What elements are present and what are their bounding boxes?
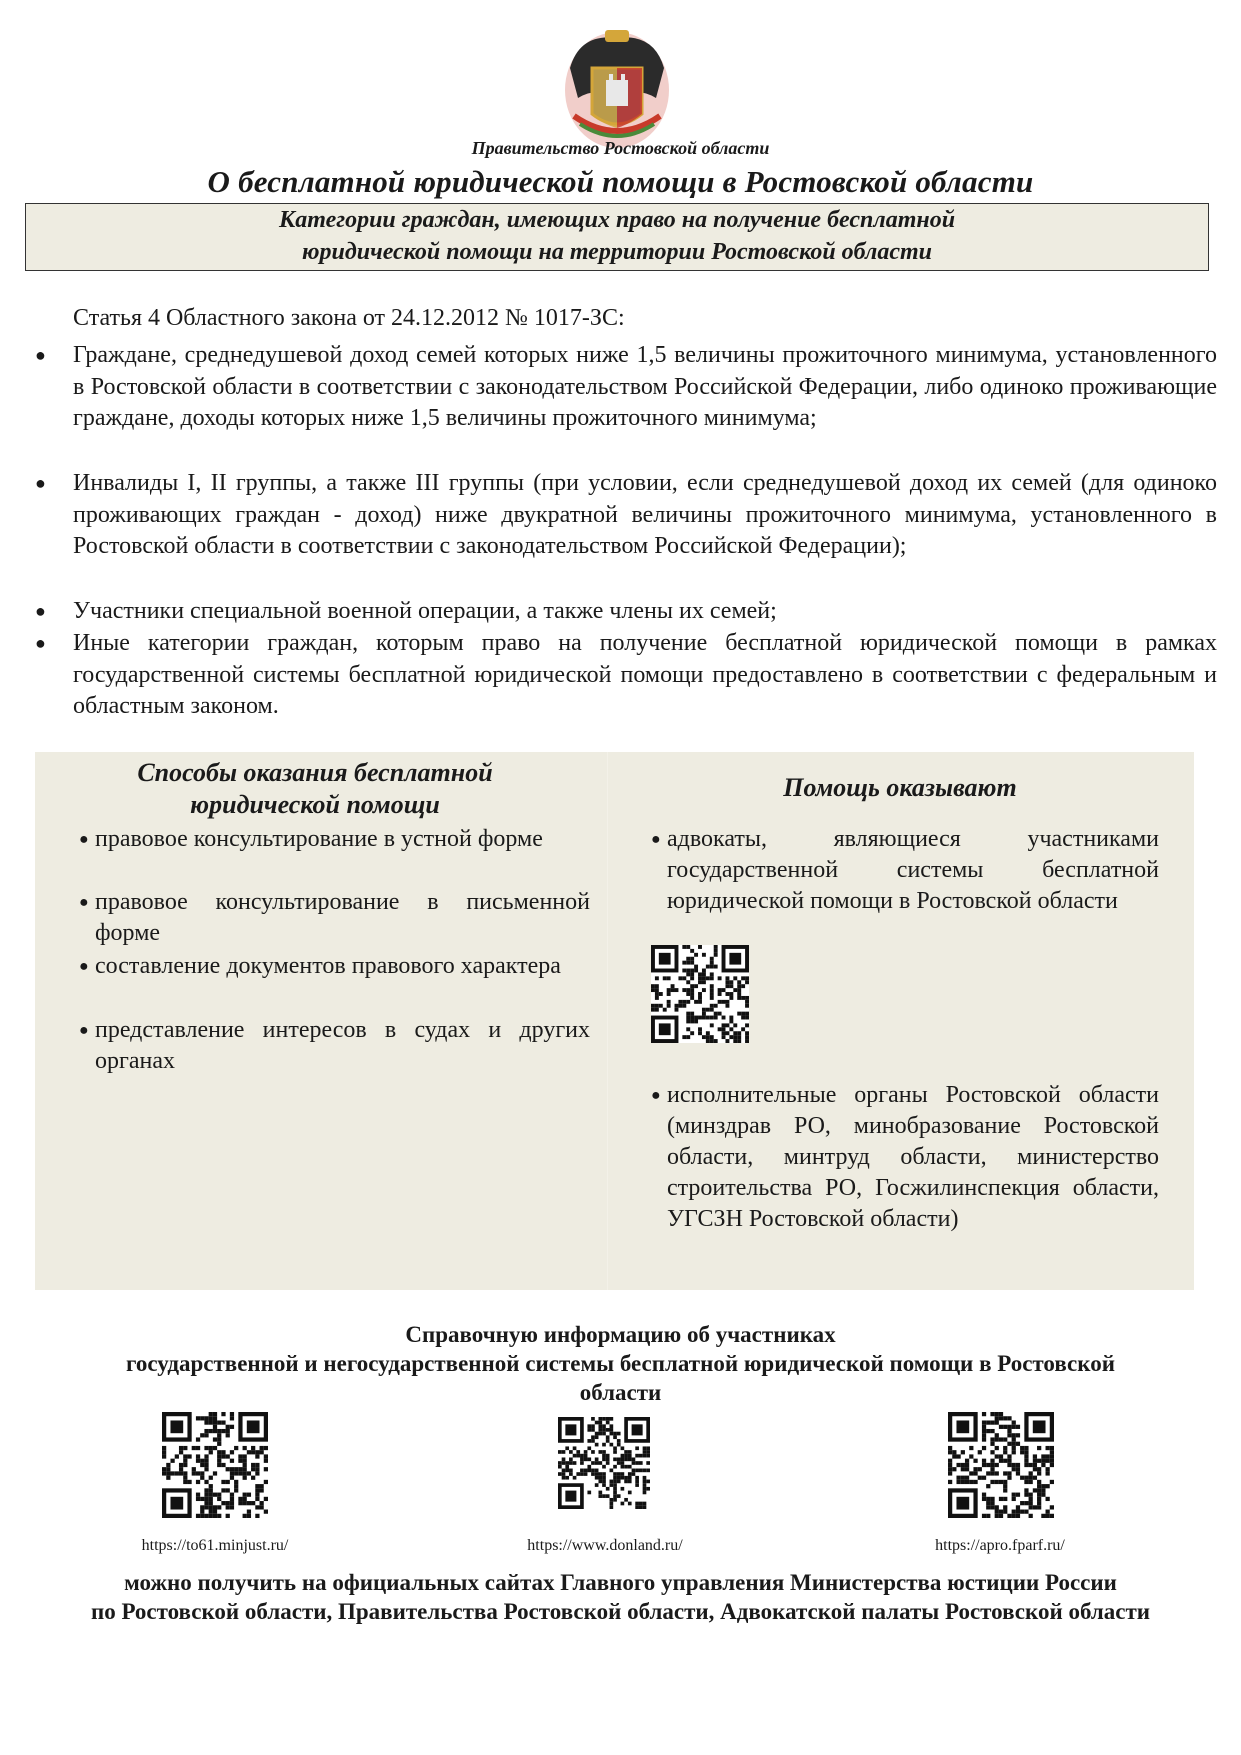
advocates-qr-code[interactable]: [651, 945, 749, 1043]
list-item-text: адвокаты, являющиеся участниками государственной системы бесплатной юридической помощи в Ростовской области: [667, 826, 1159, 914]
bullet-icon: ●: [79, 958, 89, 975]
government-name: Правительство Ростовской области: [471, 138, 770, 158]
footer-note-line-1: можно получить на официальных сайтах Главного управления Министерства юстиции России: [124, 1570, 1117, 1595]
categories-header-line-1: Категории граждан, имеющих право на получение бесплатной: [278, 207, 956, 233]
donland-link[interactable]: https://www.donland.ru/: [527, 1537, 683, 1554]
list-item-text: представление интересов в судах и других органах: [95, 1017, 590, 1074]
list-item: [651, 824, 1159, 917]
list-item: [651, 1080, 1159, 1235]
fparf-link[interactable]: https://apro.fparf.ru/: [935, 1537, 1065, 1554]
list-item: [79, 1015, 590, 1077]
list-item-text: Граждане, среднедушевой доход семей которых ниже 1,5 величины прожиточного минимума, установленного в Ростовской области в соответствии с законодательством Российской Федерации, либо одиноко проживающие граждане, доходы которых ниже 1,5 величины прожиточного минимума;: [73, 342, 1217, 431]
list-item: [79, 887, 590, 949]
bullet-icon: ●: [651, 1087, 661, 1104]
bullet-icon: ●: [79, 894, 89, 911]
minjust-link[interactable]: https://to61.minjust.ru/: [141, 1537, 289, 1554]
panel-divider: [607, 752, 608, 1290]
methods-heading-line-2: юридической помощи: [190, 790, 440, 819]
footer-note: [0, 1568, 1241, 1626]
donland-qr-code[interactable]: [558, 1417, 650, 1509]
list-item: [79, 951, 590, 982]
list-item-text: исполнительные органы Ростовской области (минздрав РО, минобразование Ростовской области, минтруд области, министерство строительства РО, Госжилинспекция области, УГСЗН Ростовской области): [667, 1082, 1159, 1232]
methods-heading-line-1: Способы оказания бесплатной: [137, 758, 493, 787]
reference-heading-line-1: Справочную информацию об участниках: [405, 1322, 836, 1347]
categories-header-line-2: юридической помощи на территории Ростовской области: [301, 239, 933, 265]
reference-heading-line-3: области: [579, 1380, 662, 1405]
reference-heading: [0, 1320, 1241, 1407]
list-item: [35, 340, 1217, 435]
bullet-icon: ●: [35, 345, 46, 365]
list-item: [35, 468, 1217, 563]
list-item-text: правовое консультирование в устной форме: [95, 826, 543, 852]
bullet-icon: ●: [651, 831, 661, 848]
bullet-icon: ●: [35, 601, 46, 621]
list-item-text: Иные категории граждан, которым право на получение бесплатной юридической помощи в рамках государственной системы бесплатной юридической помощи предоставлено в соответствии с федеральным и областным законом.: [73, 630, 1217, 719]
bullet-icon: ●: [35, 633, 46, 653]
list-item-text: Участники специальной военной операции, а также члены их семей;: [73, 598, 777, 624]
coat-of-arms-emblem: [560, 28, 674, 150]
fparf-qr-code[interactable]: [948, 1412, 1054, 1518]
providers-heading: Помощь оказывают: [783, 773, 1017, 802]
list-item: [35, 628, 1217, 723]
list-item-text: правовое консультирование в письменной форме: [95, 889, 590, 946]
footer-note-line-2: по Ростовской области, Правительства Ростовской области, Адвокатской палаты Ростовской области: [90, 1599, 1151, 1624]
list-item-text: составление документов правового характера: [95, 953, 561, 979]
bullet-icon: ●: [79, 831, 89, 848]
list-item: [79, 824, 590, 855]
reference-heading-line-2: государственной и негосударственной системы бесплатной юридической помощи в Ростовской: [126, 1351, 1115, 1376]
page-title: О бесплатной юридической помощи в Ростовской области: [207, 164, 1034, 199]
categories-header-box: [25, 203, 1209, 271]
law-reference: Статья 4 Областного закона от 24.12.2012 № 1017-ЗС:: [73, 305, 625, 331]
list-item-text: Инвалиды I, II группы, а также III группы (при условии, если среднедушевой доход их семей (для одиноко проживающих граждан - доход) ниже двукратной величины прожиточного минимума, установленного в Ростовской области в соответствии с законодательством Российской Федерации);: [73, 470, 1217, 559]
methods-heading: [75, 757, 555, 821]
bullet-icon: ●: [79, 1022, 89, 1039]
list-item: [35, 596, 1217, 628]
bullet-icon: ●: [35, 473, 46, 493]
help-info-panel: [35, 752, 1194, 1290]
minjust-qr-code[interactable]: [162, 1412, 268, 1518]
